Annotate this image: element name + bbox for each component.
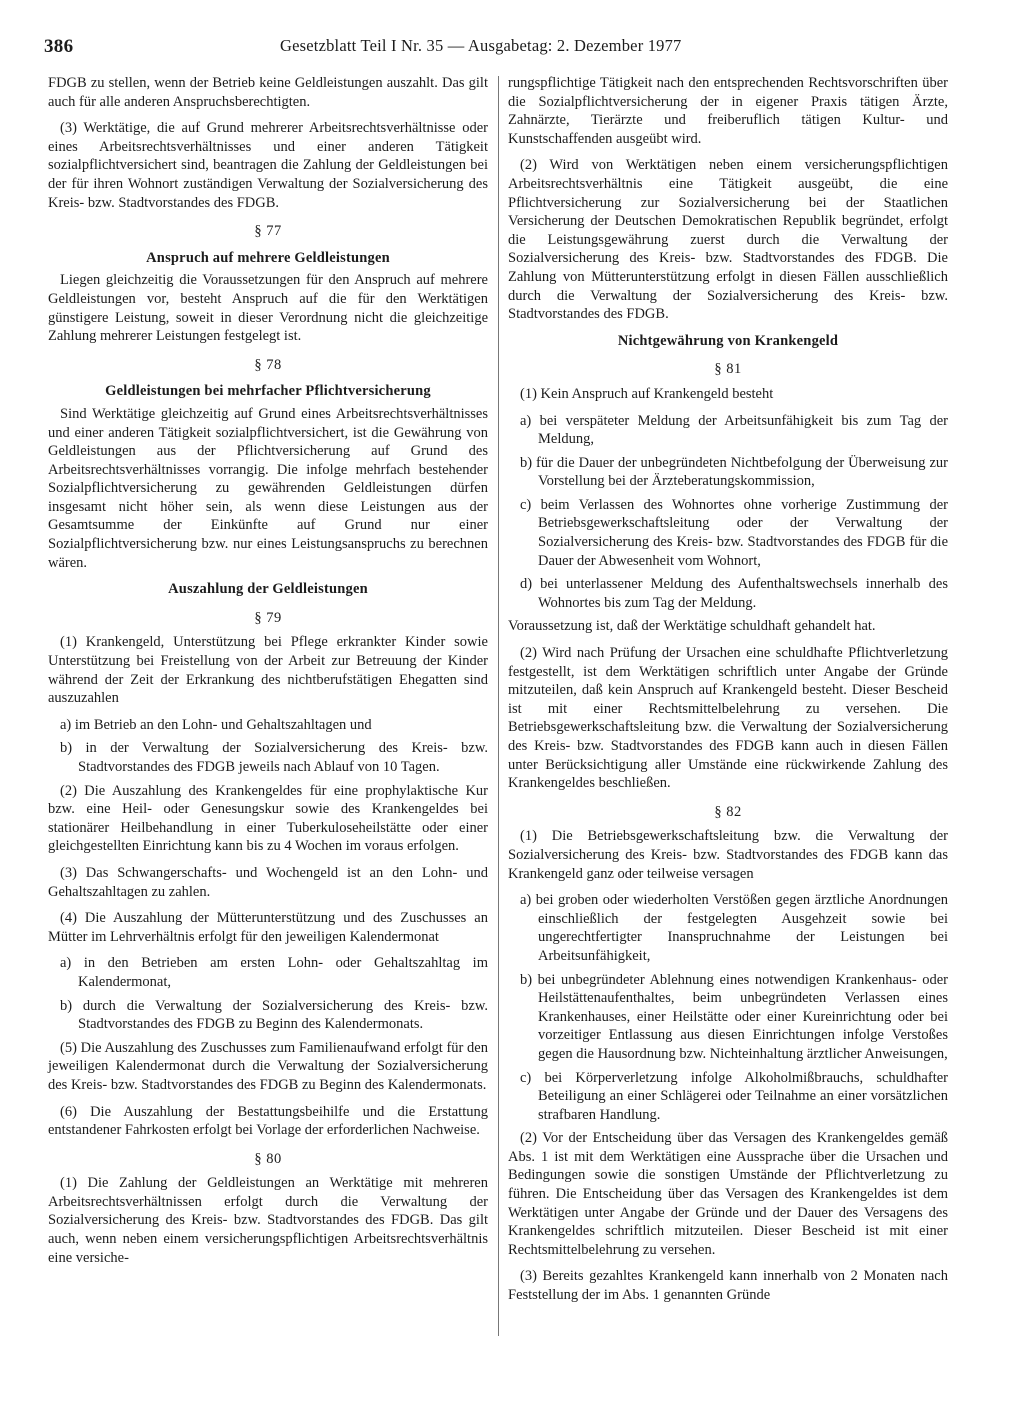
list-item: a) bei verspäteter Meldung der Arbeitsunfähigkeit bis zum Tag der Meldung, — [520, 412, 948, 448]
paragraph: (4) Die Auszahlung der Mütterunterstützung und des Zuschusses an Mütter im Lehrverhältnis erfolgt für den jeweiligen Kalendermonat — [48, 910, 488, 945]
list-item: a) im Betrieb an den Lohn- und Gehaltszahltagen und — [60, 716, 372, 733]
list-item: b) für die Dauer der unbegründeten Nichtbefolgung der Überweisung zur Vorstellung bei der Ärzteberatungskommission, — [520, 454, 948, 490]
list-item: a) in den Betrieben am ersten Lohn- oder Gehaltszahltag im Kalendermonat, — [60, 955, 488, 990]
list-item: d) bei unterlassener Meldung des Aufenthaltswechsels innerhalb des Wohnortes bis zum Tag der Meldung. — [520, 576, 948, 611]
list-item: c) bei Körperverletzung infolge Alkoholmißbrauchs, schuldhafter Beteiligung an einer Schlägerei oder Teilnahme an einer vorsätzlichen strafbaren Handlung. — [520, 1069, 948, 1123]
paragraph: (2) Wird nach Prüfung der Ursachen eine schuldhafte Pflichtverletzung festgestellt, ist dem Werktätigen schriftlich unter Angabe der Gründe mitzuteilen, daß kein Anspruch auf Krankengeld besteht. Dieser Bescheid ist mit einer Rechtsmittelbelehrung zu versehen. Die Betriebsgewerkschaftsleitung bzw. die Verwaltung der Sozialversicherung des Kreis- bzw. Stadtvorstandes des FDGB kann auch in diesen Fällen unter Berücksichtigung aller Umstände eine rückwirkende Zahlung des Krankengeldes beschließen. — [508, 645, 948, 792]
paragraph: (1) Krankengeld, Unterstützung bei Pflege erkrankter Kinder sowie Unterstützung bei Freistellung von der Arbeit zur Betreuung der Kinder während der Zeit der Erkrankung des nichtberufstätigen Ehegatten sind auszuzahlen — [48, 634, 488, 707]
section-number: § 81 — [714, 361, 742, 378]
paragraph: (1) Die Zahlung der Geldleistungen an Werktätige mit mehreren Arbeitsrechtsverhältnissen erfolgt durch die Verwaltung der Sozialversicherung des Kreis- bzw. Stadtvorstandes des FDGB. Das gilt auch, wenn neben einem versicherungspflichtigen Arbeitsrechtsverhältnis eine versiche- — [48, 1175, 488, 1266]
paragraph: (3) Werktätige, die auf Grund mehrerer Arbeitsrechtsverhältnisse oder eines Arbeitsrechtsverhältnisses und einer anderen Tätigkeit sozialpflichtversichert sind, beantragen die Zahlung der Geldleistungen bei der für ihren Wohnort zuständigen Verwaltung der Sozialversicherung des Kreis- bzw. Stadtvorstandes des FDGB. — [48, 120, 488, 211]
paragraph: (2) Vor der Entscheidung über das Versagen des Krankengeldes gemäß Abs. 1 ist mit dem Werktätigen eine Aussprache über die Ursachen und Bedingungen sowie die sonstigen Umstände der Pflichtverletzung zu führen. Die Entscheidung über das Versagen des Krankengeldes ist dem Werktätigen unter Angabe der Gründe und der Dauer des Versagens des Krankengeldes schriftlich mitzuteilen. Dieser Bescheid ist mit einer Rechtsmittelbelehrung zu versehen. — [508, 1130, 948, 1258]
running-head: Gesetzblatt Teil I Nr. 35 — Ausgabetag: 2. Dezember 1977 — [280, 36, 682, 55]
section-number: § 80 — [254, 1150, 282, 1167]
section-number: § 78 — [254, 356, 282, 373]
paragraph: rungspflichtige Tätigkeit nach den entsprechenden Rechtsvorschriften über die Sozialpflichtversicherung der in eigener Praxis tätigen Ärzte, Zahnärzte, Tierärzte und freiberuflich tätigen Kultur- und Kunstschaffenden ausgeübt wird. — [508, 75, 948, 147]
paragraph: (6) Die Auszahlung der Bestattungsbeihilfe und die Erstattung entstandener Fahrkosten erfolgt bei Vorlage der erforderlichen Nachweise. — [48, 1103, 488, 1139]
list-item: b) bei unbegründeter Ablehnung eines notwendigen Krankenhaus- oder Heilstättenaufenthaltes, beim unbegründeten Verlassen eines Krankenhauses, einer Heilstätte oder einer Kureinrichtung oder bei vorzeitiger Entlassung aus diesen Einrichtungen infolge Verstoßes gegen die Hausordnung bzw. Nichteinhaltung ärztlicher Anweisungen, — [520, 971, 948, 1062]
list-item: b) durch die Verwaltung der Sozialversicherung des Kreis- bzw. Stadtvorstandes des FDGB zu Beginn des Kalendermonats. — [60, 997, 488, 1033]
column-divider — [498, 76, 499, 1336]
paragraph: (3) Das Schwangerschafts- und Wochengeld ist an den Lohn- und Gehaltszahltagen zu zahlen. — [48, 864, 488, 900]
paragraph: Liegen gleichzeitig die Voraussetzungen für den Anspruch auf mehrere Geldleistungen vor, besteht Anspruch auf die für den Werktätigen günstigere Leistung, soweit in dieser Verordnung nicht die gleichzeitige Zahlung mehrerer Leistungen festgelegt ist. — [48, 272, 488, 345]
paragraph: (1) Kein Anspruch auf Krankengeld besteht — [520, 385, 774, 402]
section-heading: Auszahlung der Geldleistungen — [168, 581, 368, 598]
section-heading: Geldleistungen bei mehrfacher Pflichtversicherung — [105, 383, 431, 400]
section-number: § 79 — [254, 609, 282, 626]
page-header — [44, 36, 962, 62]
section-number: § 77 — [254, 223, 282, 240]
left-column — [48, 74, 488, 1275]
paragraph: FDGB zu stellen, wenn der Betrieb keine Geldleistungen auszahlt. Das gilt auch für alle anderen Anspruchsberechtigten. — [48, 75, 488, 110]
paragraph: Voraussetzung ist, daß der Werktätige schuldhaft gehandelt hat. — [508, 618, 876, 635]
paragraph: Sind Werktätige gleichzeitig auf Grund eines Arbeitsrechtsverhältnisses und einer anderen Tätigkeit sozialpflichtversichert, ist die Gewährung von Geldleistungen aus der Pflichtversicherung auf Grund des Arbeitsrechtsverhältnisses vorrangig. Die infolge mehrfach bestehender Sozialpflichtversicherung zu gewährenden Geldleistungen dürfen insgesamt nicht höher sein, als wenn diese Leistungen aus der Gesamtsumme der Einkünfte auf Grund nur einer Sozialpflichtversicherung bzw. nur eines Leistungsanspruchs zu berechnen wären. — [48, 405, 488, 571]
paragraph: (1) Die Betriebsgewerkschaftsleitung bzw. die Verwaltung der Sozialversicherung des Kreis- bzw. Stadtvorstandes des FDGB kann das Krankengeld ganz oder teilweise versagen — [508, 828, 948, 882]
right-column — [508, 74, 948, 1313]
paragraph: (2) Die Auszahlung des Krankengeldes für eine prophylaktische Kur bzw. eine Heil- oder Genesungskur sowie des Krankengeldes bei stationärer Heilbehandlung in einer Tuberkuloseheilstätte oder einer gleichgestellten Einrichtung kann bis zu 4 Wochen im voraus erfolgen. — [48, 782, 488, 855]
list-item: b) in der Verwaltung der Sozialversicherung des Kreis- bzw. Stadtvorstandes des FDGB jeweils nach Ablauf von 10 Tagen. — [60, 740, 488, 775]
list-item: c) beim Verlassen des Wohnortes ohne vorherige Zustimmung der Betriebsgewerkschaftsleitung oder der Verwaltung der Sozialversicherung des Kreis- bzw. Stadtvorstandes des FDGB für die Dauer der Abwesenheit vom Wohnort, — [520, 496, 948, 569]
paragraph: (5) Die Auszahlung des Zuschusses zum Familienaufwand erfolgt für den jeweiligen Kalendermonat durch die Verwaltung der Sozialversicherung des Kreis- bzw. Stadtvorstandes des FDGB zu Beginn des Kalendermonats. — [48, 1039, 488, 1093]
section-heading: Anspruch auf mehrere Geldleistungen — [146, 249, 390, 266]
list-item: a) bei groben oder wiederholten Verstößen gegen ärztliche Anordnungen einschließlich der festgelegten Ausgehzeit sowie bei ungerechtfertigter Inanspruchnahme der Leistungen bei Arbeitsunfähigkeit, — [520, 892, 948, 964]
section-number: § 82 — [714, 803, 742, 820]
section-heading: Nichtgewährung von Krankengeld — [617, 332, 839, 349]
paragraph: (2) Wird von Werktätigen neben einem versicherungspflichtigen Arbeitsrechtsverhältnis eine Tätigkeit ausgeübt, die eine Pflichtversicherung zur Sozialversicherung bei der Staatlichen Versicherung der Deutschen Demokratischen Republik begründet, erfolgt die Leistungsgewährung zuerst durch die Verwaltung der Sozialversicherung des Kreis- bzw. Stadtvorstandes des FDGB. Die Zahlung von Mütterunterstützung erfolgt in diesen Fällen ausschließlich durch die Verwaltung der Sozialversicherung des Kreis- bzw. Stadtvorstandes des FDGB. — [508, 157, 948, 323]
paragraph: (3) Bereits gezahltes Krankengeld kann innerhalb von 2 Monaten nach Feststellung der im Abs. 1 genannten Gründe — [508, 1268, 948, 1304]
page-number: 386 — [44, 36, 74, 57]
